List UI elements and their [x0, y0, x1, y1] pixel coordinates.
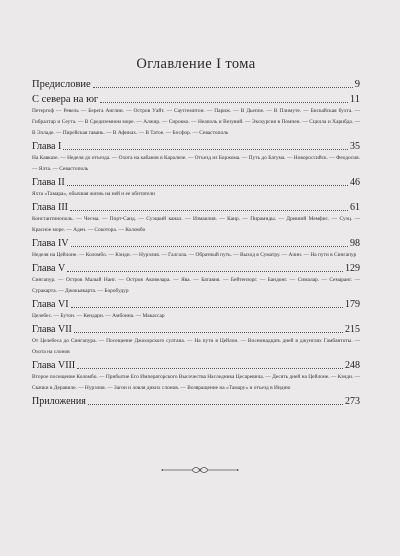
toc-entry-label: Глава II [32, 177, 65, 188]
page-title: Оглавление I тома [136, 56, 256, 72]
toc-entry-label: Глава III [32, 202, 68, 213]
dot-leader [67, 271, 343, 272]
dot-leader [100, 102, 348, 103]
dot-leader [93, 87, 353, 88]
toc-entry-label: Глава V [32, 263, 66, 274]
toc-page-number: 9 [354, 79, 360, 90]
toc-entry-label: Глава VII [32, 324, 72, 335]
toc-entry [32, 396, 360, 407]
toc-entry-label: Предисловие [32, 79, 91, 90]
dot-leader [74, 332, 343, 333]
toc-entry [32, 238, 360, 249]
toc-page-number: 248 [345, 360, 360, 371]
dot-leader [67, 185, 348, 186]
toc-entry-description: Целебес. — Бутон. — Кендари. — Амбоина. — Макассар [32, 313, 165, 319]
dot-leader [88, 404, 343, 405]
toc-page-number: 215 [345, 324, 360, 335]
toc-entry-description: Второе посещение Коломбо. — Прибытие Его Императорского Высочества Наследника Цесаревича. — Десять дней на Цейлоне. — Кэнди. — Скачки в Деравиле. — Нурэлия. — Загон и ловля диких слонов. — Возвращение на «Тамару» и отъезд в Индию [32, 374, 360, 391]
toc-entry [32, 360, 360, 371]
toc-page-number: 61 [350, 202, 360, 213]
toc-entry [32, 79, 360, 90]
toc-entry-label: Глава VIII [32, 360, 76, 371]
ornament-divider-icon [160, 464, 240, 476]
toc-entry-description: Константинополь. — Чесма. — Порт-Саид. — Суэцкий канал. — Измаилия. — Каир. — Пирамиды. — Древний Мемфис. — Суэц. — Красное море. — Аден. — Сокотора. — Коломбо [32, 216, 360, 233]
toc-entry [32, 177, 360, 188]
toc-entry-description: Сингапур. — Остров Малый Нанг. — Остров Аковелара. — Ява. — Батавия. — Бейтензорг. — Бандонг. — Сималар. — Семаранг. — Суракарта. — Джокьякарта. — Боробудур [32, 277, 360, 294]
toc-entry [32, 141, 360, 152]
toc-entry-label: Глава I [32, 141, 62, 152]
toc-entry-description: Петергоф — Ревель — Берега Англии. — Остров Уайт. — Саутгемптон. — Париж. — В Дьеппе. — В Плимуте. — Бискайская бухта. — Гибралтар и Сеута. — В Средиземном море. — Алжир. — Сирокко. — Неаполь и Везувий. — Экскурсия в Помпеи. — Сцилла и Харибда. — В Элладе. — Пирейская гавань. — В Афинах. — В Татое. — Босфор. — Севастополь [32, 108, 360, 136]
toc-entry-description: На Кавказе. — Неделя до отъезда. — Охота на кабанов в Карализе. — Отъезд из Боржома. — Путь до Батума. — Новороссийск. — Феодосия. — Ялта. — Севастополь [32, 155, 360, 172]
toc-page-number: 11 [349, 94, 360, 105]
toc-entry-description: Яхта «Тамара», обычная жизнь на ней и ее обитатели [32, 191, 155, 197]
toc-page-number: 46 [350, 177, 360, 188]
dot-leader [77, 368, 343, 369]
toc-entry-description: Неделя на Цейлоне. — Коломбо. — Кэнди. — Нурэлия. — Галгала. — Обратный путь. — Выход в Суматру. — Ачин. — На пути в Сингапур [32, 252, 357, 258]
toc-entry-label: Приложения [32, 396, 86, 407]
toc-page-number: 98 [350, 238, 360, 249]
toc-entry [32, 324, 360, 335]
toc-page-number: 129 [345, 263, 360, 274]
table-of-contents [32, 79, 360, 410]
toc-page-number: 179 [345, 299, 360, 310]
dot-leader [71, 246, 348, 247]
toc-entry-label: С севера на юг [32, 94, 99, 105]
toc-entry [32, 299, 360, 310]
toc-entry [32, 263, 360, 274]
toc-entry-description: От Целебеса до Сингапура. — Посещение Джохорского султана. — На пути в Цейлон. — Восемнадцать дней в джунглях Гамбантоты. — Охота на слонов [32, 338, 360, 355]
dot-leader [63, 149, 348, 150]
toc-page-number: 273 [345, 396, 360, 407]
dot-leader [71, 307, 343, 308]
toc-entry-label: Глава IV [32, 238, 69, 249]
dot-leader [70, 210, 348, 211]
toc-entry [32, 202, 360, 213]
toc-page-number: 35 [350, 141, 360, 152]
toc-entry [32, 94, 360, 105]
toc-entry-label: Глава VI [32, 299, 69, 310]
